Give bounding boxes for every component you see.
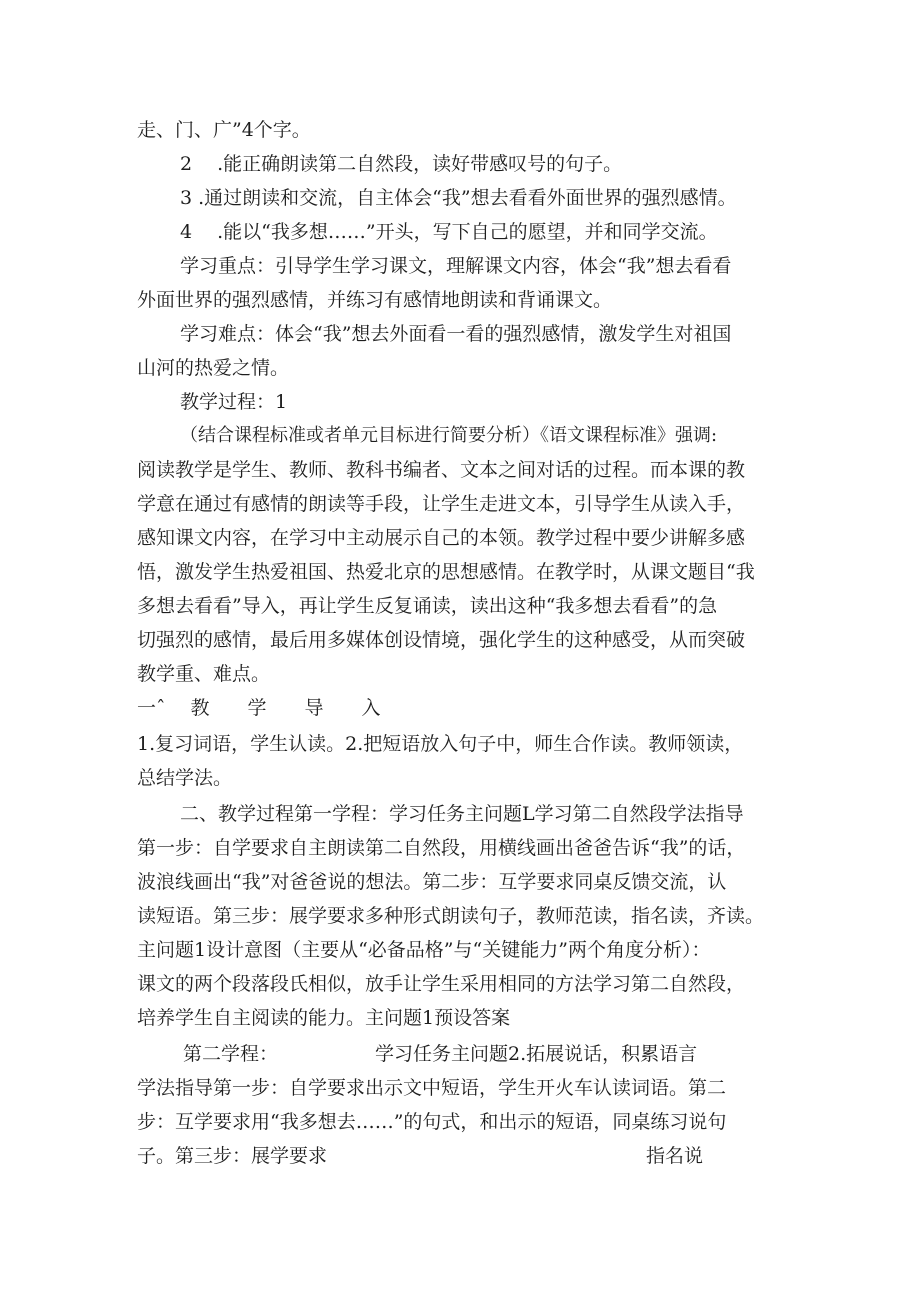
- text-line-23: 波浪线画出“我”对爸爸说的想法。第二步：互学要求同桌反馈交流，认: [137, 871, 727, 893]
- text-line-26: 课文的两个段落段氏相似，放手让学生采用相同的方法学习第二自然段，: [137, 973, 746, 995]
- text-line-5: 学习重点：引导学生学习课文，理解课文内容，体会“我”想去看看: [180, 255, 732, 277]
- text-line-15: 多想去看看”导入，再让学生反复诵读，读出这种“我多想去看看”的急: [137, 595, 718, 617]
- text-line-11: 阅读教学是学生、教师、教科书编者、文本之间对话的过程。而本课的教: [137, 459, 746, 481]
- text-line-27: 培养学生自主阅读的能力。主问题1预设答案: [137, 1007, 511, 1029]
- text-line-14: 悟，激发学生热爱祖国、热爱北京的思想感情。在教学时，从课文题目“我: [137, 561, 755, 583]
- text-line-22: 第一步：自学要求自主朗读第二自然段，用横线画出爸爸告诉“我”的话，: [137, 837, 746, 859]
- text-line-24: 读短语。第三步：展学要求多种形式朗读句子，教师范读，指名读，齐读。: [137, 905, 765, 927]
- text-line-31b: 指名说: [646, 1145, 704, 1167]
- section-heading: 一ˆ 教 学 导 入: [137, 697, 381, 719]
- text-line-2: 2 .能正确朗读第二自然段，读好带感叹号的句子。: [180, 153, 623, 175]
- text-line-1: 走、门、广”4个字。: [137, 119, 311, 141]
- text-line-12: 学意在通过有感情的朗读等手段，让学生走进文本，引导学生从读入手，: [137, 493, 746, 515]
- text-line-19: 1.复习词语，学生认读。2.把短语放入句子中，师生合作读。教师领读，: [137, 733, 744, 755]
- text-line-28a: 第二学程：: [183, 1043, 279, 1065]
- text-line-30: 步：互学要求用“我多想去……”的句式，和出示的短语，同桌练习说句: [137, 1111, 727, 1133]
- text-line-7: 学习难点：体会“我”想去外面看一看的强烈感情，激发学生对祖国: [180, 323, 732, 345]
- text-line-8: 山河的热爱之情。: [137, 357, 290, 379]
- text-line-20: 总结学法。: [137, 767, 233, 789]
- text-line-4: 4 .能以“我多想……”开头，写下自己的愿望，并和同学交流。: [180, 221, 718, 243]
- text-line-28b: 学习任务主问题2.拓展说话，积累语言: [375, 1043, 698, 1065]
- text-line-21: 二、教学过程第一学程：学习任务主问题L学习第二自然段学法指导: [180, 803, 744, 825]
- text-line-31a: 子。第三步：展学要求: [137, 1145, 328, 1167]
- text-line-9: 教学过程：1: [180, 391, 288, 413]
- text-line-25: 主问题1设计意图（主要从“必备品格”与“关键能力”两个角度分析）：: [137, 939, 711, 961]
- text-line-13: 感知课文内容，在学习中主动展示自己的本领。教学过程中要少讲解多感: [137, 527, 746, 549]
- text-line-10: （结合课程标准或者单元目标进行简要分析）《语文课程标准》强调:: [180, 425, 718, 446]
- text-line-3: 3 .通过朗读和交流，自主体会“我”想去看看外面世界的强烈感情。: [180, 187, 737, 209]
- text-line-17: 教学重、难点。: [137, 663, 271, 685]
- text-line-6: 外面世界的强烈感情，并练习有感情地朗读和背诵课文。: [137, 289, 613, 311]
- text-line-16: 切强烈的感情，最后用多媒体创设情境，强化学生的这种感受，从而突破: [137, 629, 746, 651]
- text-line-29: 学法指导第一步：自学要求出示文中短语，学生开火车认读词语。第二: [137, 1077, 727, 1099]
